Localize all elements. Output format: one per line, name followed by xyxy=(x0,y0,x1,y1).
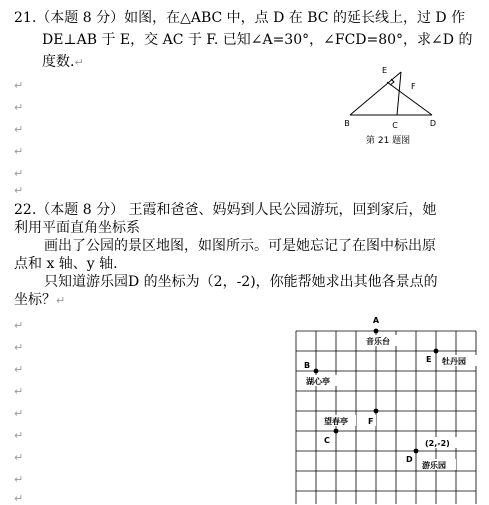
paragraph-mark: ↵ xyxy=(14,123,24,136)
q22-line-5: 只知道游乐园D 的坐标为（2，-2)，你能帮她求出其他各景点的 xyxy=(44,274,438,290)
q21-line-1: 21.（本题 8 分）如图，在△ABC 中，点 D 在 BC 的延长线上，过 D 作 xyxy=(14,10,466,26)
paragraph-mark: ↵ xyxy=(14,341,24,354)
label-f-name: 望春亭 xyxy=(324,417,348,426)
point-d xyxy=(414,449,419,454)
label-d-name: 游乐园 xyxy=(422,461,446,470)
label-a: A xyxy=(372,316,380,325)
point-a xyxy=(374,329,379,334)
q21-figure-caption: 第 21 题图 xyxy=(366,136,411,146)
paragraph-mark: ↵ xyxy=(14,363,24,376)
label-d: D xyxy=(429,119,437,128)
label-e: E xyxy=(426,355,432,364)
paragraph-mark: ↵ xyxy=(14,101,24,114)
label-a-name: 音乐台 xyxy=(366,337,390,346)
paragraph-mark: ↵ xyxy=(14,167,24,180)
q22-line-1: 22.（本题 8 分） 王霞和爸爸、妈妈到人民公园游玩，回到家后，她 xyxy=(14,202,437,218)
segment-ab xyxy=(350,72,401,115)
label-b-name: 湖心亭 xyxy=(306,377,330,386)
q22-line-4: 点和 x 轴、y 轴. xyxy=(14,256,118,272)
right-angle-mark xyxy=(390,79,394,85)
paragraph-mark: ↵ xyxy=(14,429,24,442)
label-c: C xyxy=(324,436,330,445)
paragraph-mark: ↵ xyxy=(14,473,24,486)
q22-line-3: 画出了公园的景区地图，如图所示。可是她忘记了在图中标出原 xyxy=(44,238,436,254)
segment-ed xyxy=(387,82,432,115)
label-e: E xyxy=(381,66,387,75)
q21-line-2: DE⊥AB 于 E，交 AC 于 F. 已知∠A=30°，∠FCD=80°，求∠D 的 xyxy=(42,32,473,48)
q22-line-6: 坐标？↵ xyxy=(14,292,66,308)
label-d-coord: (2,-2) xyxy=(425,439,450,448)
label-b: B xyxy=(304,361,311,370)
paragraph-mark: ↵ xyxy=(14,184,24,197)
label-d: D xyxy=(406,455,413,464)
label-f: F xyxy=(411,82,416,91)
segment-ac xyxy=(397,72,401,115)
label-b: B xyxy=(344,119,350,128)
point-b xyxy=(314,369,319,374)
paragraph-mark: ↵ xyxy=(56,294,66,307)
paragraph-mark: ↵ xyxy=(14,451,24,464)
label-e-name: 牡丹园 xyxy=(442,357,466,366)
paragraph-mark: ↵ xyxy=(14,79,24,92)
paragraph-mark: ↵ xyxy=(74,56,84,69)
label-f: F xyxy=(368,417,374,426)
point-f xyxy=(374,409,379,414)
label-c: C xyxy=(392,121,398,130)
point-c xyxy=(334,429,339,434)
paragraph-mark: ↵ xyxy=(14,385,24,398)
paragraph-mark: ↵ xyxy=(14,407,24,420)
paragraph-mark: ↵ xyxy=(14,145,24,158)
q21-line-3: 度数.↵ xyxy=(42,54,84,70)
paragraph-mark: ↵ xyxy=(14,319,24,332)
q22-line-2: 利用平面直角坐标系 xyxy=(14,220,140,236)
paragraph-mark: ↵ xyxy=(14,492,24,505)
q21-triangle-figure xyxy=(335,58,450,150)
park-map-grid xyxy=(290,315,489,504)
point-e xyxy=(434,349,439,354)
